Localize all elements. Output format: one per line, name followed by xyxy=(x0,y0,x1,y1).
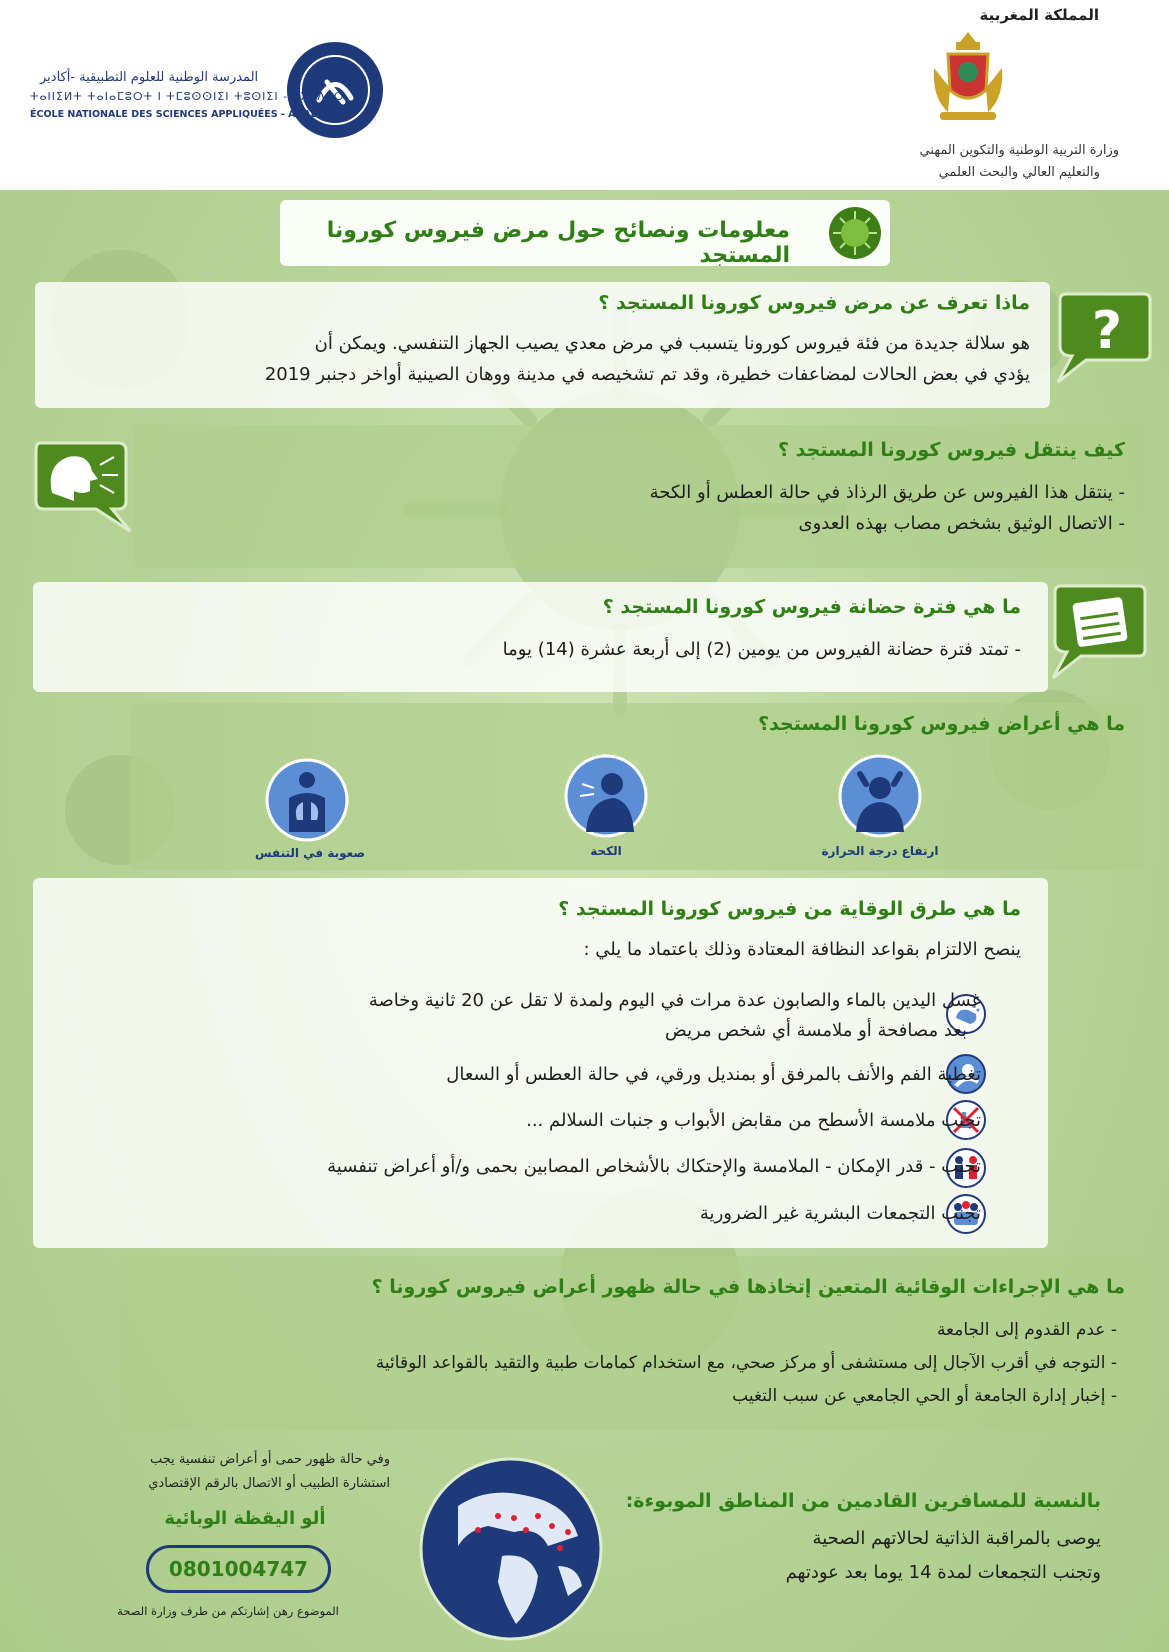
cough-icon xyxy=(564,754,648,838)
title-banner xyxy=(280,200,890,266)
school-name-fr: ÉCOLE NATIONALE DES SCIENCES APPLIQUÉES - AGADIR xyxy=(30,109,330,120)
travel-text: يوصى بالمراقبة الذاتية لحالاتهم الصحية وتجنب التجمعات لمدة 14 يوما بعد عودتهم xyxy=(785,1528,1101,1583)
section-transmission-question: كيف ينتقل فيروس كورونا المستجد ؟ xyxy=(778,439,1125,461)
prevention-item-crowds: تجنب التجمعات البشرية غير الضرورية xyxy=(699,1203,981,1224)
section-measures xyxy=(119,1256,1145,1430)
school-name-ar: المدرسة الوطنية للعلوم التطبيقية -أكادير xyxy=(40,70,259,85)
school-name-tifinagh: ⵜⴰⵏⵏⵉⵍⵜ ⵜⴰⵏⴰⵎⵓⵔⵜ ⵏ ⵜⵎⵓⵙⵙⵏⵉⵏ ⵜⵓⵙⵏⵉⵏ - ⴰⴳⴰⴷⵉⵔ xyxy=(30,90,345,103)
section-prevention-intro: ينصح الالتزام بقواعد النظافة المعتادة وذلك باعتماد ما يلي : xyxy=(583,939,1021,960)
section-prevention-question: ما هي طرق الوقاية من فيروس كورونا المستجد ؟ xyxy=(558,898,1021,920)
fever-icon xyxy=(838,754,922,838)
section-incubation xyxy=(33,582,1048,692)
header xyxy=(0,0,1169,190)
prevention-item-cover-mouth: تغطية الفم والأنف بالمرفق أو بمنديل ورقي، في حالة العطس أو السعال xyxy=(446,1064,981,1085)
section-incubation-text: - تمتد فترة حضانة الفيروس من يومين (2) إلى أربعة عشرة (14) يوما xyxy=(502,639,1021,660)
lungs-icon xyxy=(265,758,349,842)
section-about-text: هو سلالة جديدة من فئة فيروس كورونا يتسبب في مرض معدي يصيب الجهاز التنفسي. ويمكن أن يؤدي في بعض الحالات لمضاعفات خطيرة، وقد تم تشخيصه في مدينة ووهان الصينية أواخر دجنبر 2019 xyxy=(264,333,1030,385)
kingdom-label: المملكة المغربية xyxy=(979,6,1099,24)
section-transmission-text: - ينتقل هذا الفيروس عن طريق الرذاذ في حالة العطس أو الكحة - الاتصال الوثيق بشخص مصاب بهذه العدوى xyxy=(649,482,1125,534)
section-about xyxy=(35,282,1050,408)
prevention-item-surfaces: تجنب ملامسة الأسطح من مقابض الأبواب و جنبات السلالم ... xyxy=(526,1110,981,1131)
hotline-credit: الموضوع رهن إشارتكم من طرف وزارة الصحة xyxy=(117,1604,339,1618)
prevention-item-handwash: غسل اليدين بالماء والصابون عدة مرات في اليوم ولمدة لا تقل عن 20 ثانية وخاصة بعد مصافحة أو ملامسة أي شخص مريض xyxy=(368,990,981,1041)
section-incubation-question: ما هي فترة حضانة فيروس كورونا المستجد ؟ xyxy=(602,596,1021,618)
virus-icon xyxy=(828,206,882,260)
hotline-label: ألو اليقظة الوبائية xyxy=(164,1508,326,1529)
royal-coat-of-arms-icon xyxy=(930,28,1006,124)
globe-icon xyxy=(418,1456,604,1642)
svg-text:?: ? xyxy=(1091,301,1123,361)
travel-heading: بالنسبة للمسافرين القادمين من المناطق الموبوءة: xyxy=(625,1490,1101,1512)
section-about-question: ماذا تعرف عن مرض فيروس كورونا المستجد ؟ xyxy=(598,292,1030,314)
symptom-breathing-label: صعوبة في التنفس xyxy=(254,846,366,860)
symptom-fever-label: ارتفاع درجة الحرارة xyxy=(821,844,939,858)
calendar-icon xyxy=(1047,578,1151,682)
section-measures-question: ما هي الإجراءات الوقائية المتعين إتخاذها في حالة ظهور أعراض فيروس كورونا ؟ xyxy=(371,1276,1125,1298)
hotline-number[interactable]: 0801004747 xyxy=(146,1545,331,1593)
sneeze-icon xyxy=(30,435,134,535)
question-mark-icon xyxy=(1052,286,1152,386)
ministry-label: وزارة التربية الوطنية والتكوين المهني والتعليم العالي والبحث العلمي xyxy=(919,143,1119,180)
hotline-note: وفي حالة ظهور حمى أو أعراض تنفسية يجب استشارة الطبيب أو الاتصال بالرقم الإقتصادي xyxy=(148,1452,390,1491)
section-transmission xyxy=(133,425,1145,568)
section-symptoms-question: ما هي أعراض فيروس كورونا المستجد؟ xyxy=(758,713,1125,735)
symptom-cough-label: الكحة xyxy=(590,844,622,858)
prevention-item-contact: تجنب - قدر الإمكان - الملامسة والإحتكاك بالأشخاص المصابين بحمى و/أو أعراض تنفسية xyxy=(327,1156,981,1177)
page-title: معلومات ونصائح حول مرض فيروس كورونا المستجد xyxy=(326,218,790,268)
section-measures-text: - عدم القدوم إلى الجامعة - التوجه في أقرب الآجال إلى مستشفى أو مركز صحي، مع استخدام كمامات طبية والتقيد بالقواعد الوقائية - إخبار إدارة الجامعة أو الحي الجامعي عن سبب التغيب xyxy=(375,1320,1117,1406)
